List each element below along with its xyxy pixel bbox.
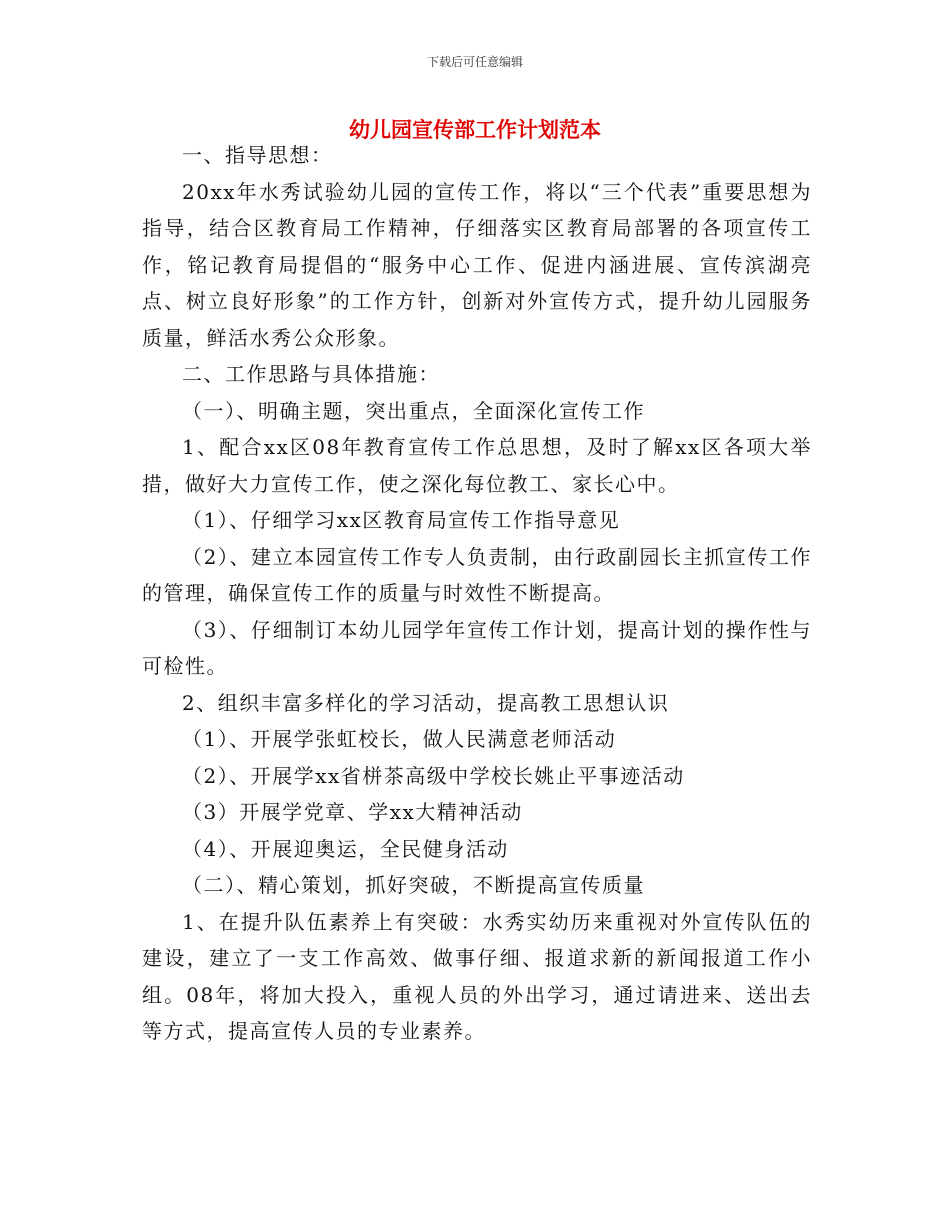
list-item-2-2: （2）、开展学xx省栟茶高级中学校长姚止平事迹活动 — [182, 763, 685, 788]
list-item-1-1: （1）、仔细学习xx区教育局宣传工作指导意见 — [182, 508, 621, 532]
page-header-note: 下载后可任意编辑 — [426, 55, 523, 69]
list-item-1: 1、配合xx区08年教育宣传工作总思想，及时了解xx区各项大举措，做好大力宣传工作，使之深化每位教工、家长心中。 — [142, 435, 812, 496]
subsection-heading-2: （二）、精心策划，抓好突破，不断提高宣传质量 — [182, 873, 645, 897]
list-item-2-3: （3）开展学党章、学xx大精神活动 — [182, 800, 523, 824]
list-item-1-2: （2）、建立本园宣传工作专人负责制，由行政副园长主抓宣传工作的管理，确保宣传工作的质量与时效性不断提高。 — [142, 544, 812, 605]
list-item-2: 2、组织丰富多样化的学习活动，提高教工思想认识 — [182, 690, 670, 715]
list-item-1-3: （3）、仔细制订本幼儿园学年宣传工作计划，提高计划的操作性与可检性。 — [142, 617, 812, 678]
section-heading-work-approach: 二、工作思路与具体措施： — [182, 362, 440, 386]
document-title: 幼儿园宣传部工作计划范本 — [349, 118, 601, 142]
subsection-heading-1: （一）、明确主题，突出重点，全面深化宣传工作 — [182, 398, 645, 423]
list-item-2-1: （1）、开展学张虹校长，做人民满意老师活动 — [182, 727, 617, 751]
paragraph-guiding-ideology: 20xx年水秀试验幼儿园的宣传工作，将以“三个代表”重要思想为指导，结合区教育局工作精神，仔细落实区教育局部署的各项宣传工作，铭记教育局提倡的“服务中心工作、促进内涵进展、宣传滨湖亮点、树立良好形象”的工作方针，创新对外宣传方式，提升幼儿园服务质量，鲜活水秀公众形象。 — [142, 179, 812, 350]
document-body — [142, 137, 812, 1050]
list-item-breakthrough-1: 1、在提升队伍素养上有突破：水秀实幼历来重视对外宣传队伍的建设，建立了一支工作高效、做事仔细、报道求新的新闻报道工作小组。08年，将加大投入，重视人员的外出学习，通过请进来、送出去等方式，提高宣传人员的专业素养。 — [142, 909, 812, 1043]
section-heading-guiding-ideology: 一、指导思想： — [182, 143, 333, 167]
list-item-2-4: （4）、开展迎奥运，全民健身活动 — [182, 836, 509, 861]
